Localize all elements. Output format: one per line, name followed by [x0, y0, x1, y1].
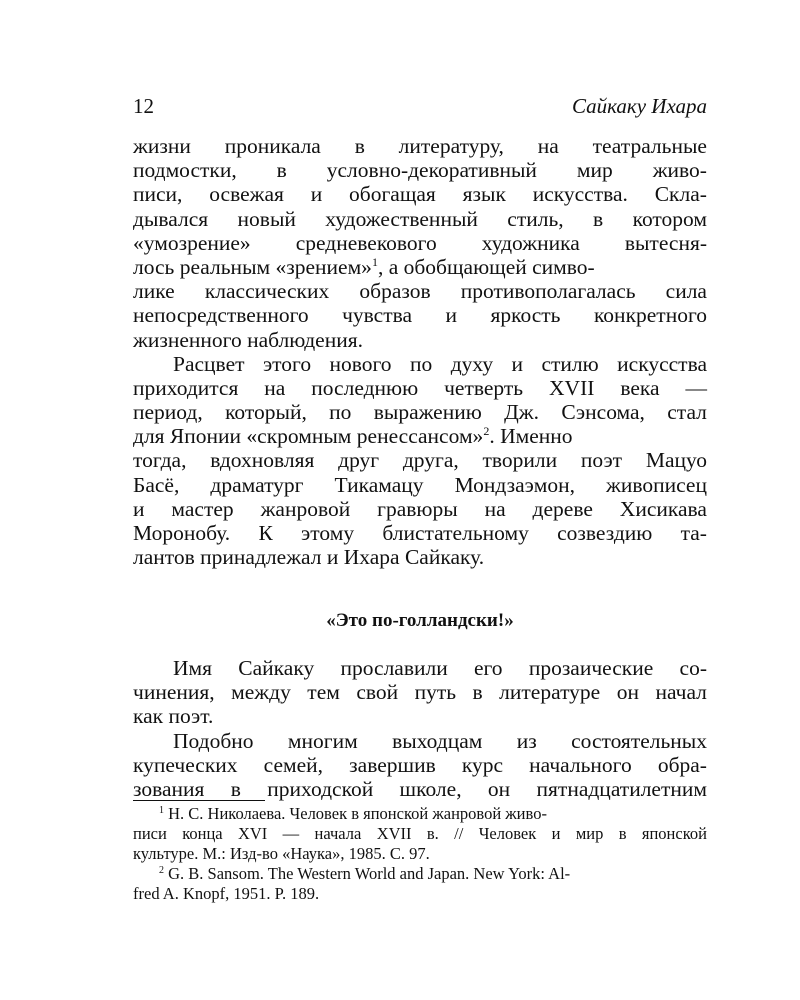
word: на [537, 134, 559, 158]
word: писи, [133, 182, 183, 207]
word: в [276, 158, 287, 183]
footnote-line [133, 804, 707, 824]
word: в. [426, 824, 439, 843]
word: курс [461, 752, 504, 777]
word: мастер [171, 496, 234, 521]
word: период, [133, 400, 203, 425]
word: противополагалась [460, 279, 636, 304]
paragraph-3 [133, 656, 707, 729]
word: стал [667, 400, 707, 425]
word: язык [462, 182, 506, 207]
word: зования [133, 776, 205, 801]
word: конкретного [593, 303, 707, 328]
word: Басё, [133, 472, 180, 497]
word: этого [262, 351, 312, 376]
word: — [282, 824, 300, 843]
text-line [133, 303, 707, 327]
word: Мондзаэмон, [454, 472, 575, 497]
text-line [133, 680, 707, 704]
main-text-top [133, 134, 707, 569]
text-segment: лось реальным «зрением»$^1$, а обобщающей симво- [133, 254, 595, 279]
word: искусства [617, 351, 707, 376]
word: семей, [263, 752, 324, 777]
text-line [133, 352, 707, 376]
word: XVII [549, 375, 595, 400]
word: блистательному [382, 521, 529, 545]
word: проникала [224, 134, 321, 158]
text-segment: $^2$ G. B. Sansom. The Western World and Japan. New York: Al- [159, 864, 571, 883]
word: новый [237, 206, 296, 231]
word: по [329, 400, 352, 425]
word: он [616, 680, 639, 705]
word: стиль, [507, 206, 564, 231]
paragraph-2 [133, 352, 707, 570]
word: духу [450, 351, 494, 376]
word: котором [632, 206, 707, 231]
word: условно-декоративный [326, 158, 537, 183]
word: и [551, 824, 561, 843]
word: свой [356, 680, 399, 705]
word: в [472, 680, 483, 705]
word: и [133, 496, 145, 521]
word: XVII [376, 824, 412, 843]
footnote-rule [133, 800, 265, 801]
word: на [484, 496, 506, 521]
word: со- [679, 656, 707, 680]
word: стилю [541, 351, 599, 376]
word: купеческих [133, 752, 238, 777]
word: подмостки, [133, 158, 237, 183]
word: гравюры [377, 496, 458, 521]
word: тогда, [133, 448, 187, 473]
footnote-marker: 2 [159, 865, 164, 876]
word: и [445, 303, 458, 328]
text-line: как поэт. [133, 704, 214, 729]
word: последнюю [311, 375, 419, 400]
text-line [133, 424, 707, 448]
footnote-line: fred A. Knopf, 1951. P. 189. [133, 884, 320, 903]
word: между [231, 680, 291, 705]
word: чинения, [133, 680, 215, 705]
word: Подобно [173, 728, 254, 753]
word: яркость [490, 303, 561, 328]
word: путь [414, 680, 457, 705]
word: образов [359, 279, 431, 304]
word: из [516, 728, 537, 753]
text-line: жизненного наблюдения. [133, 327, 363, 352]
word: завершив [349, 752, 436, 777]
text-line [133, 497, 707, 521]
text-line [133, 521, 707, 545]
word: и [310, 182, 323, 207]
word: искусства. [532, 182, 628, 207]
word: Сэнсома, [561, 400, 645, 425]
text-line [133, 729, 707, 753]
word: вдохновляя [210, 448, 315, 473]
word: друг [338, 448, 380, 473]
footnote-1 [133, 804, 707, 864]
word: конца [182, 824, 223, 843]
word: Мацуо [645, 448, 707, 473]
footnote-line [133, 864, 707, 884]
word: мир [576, 158, 613, 183]
word: начала [314, 824, 362, 843]
running-title: Сайкаку Ихара [571, 94, 707, 118]
word: пятнадцатилетним [536, 776, 707, 801]
word: мир [575, 824, 604, 843]
word: в [593, 206, 604, 231]
word: К [258, 521, 273, 545]
word: художника [481, 230, 580, 255]
text-line [133, 158, 707, 182]
word: тем [307, 680, 340, 705]
word: жанровой [260, 496, 351, 521]
text-line [133, 182, 707, 206]
word: нового [329, 351, 392, 376]
word: поэт [580, 448, 623, 473]
text-segment: $^1$ Н. С. Николаева. Человек в японской жанровой живо- [159, 804, 547, 823]
word: и [511, 351, 524, 376]
word: в [618, 824, 627, 843]
word: средневекового [295, 230, 437, 255]
word: друга, [402, 448, 459, 473]
word: четверть [444, 375, 524, 400]
word: та- [680, 521, 707, 545]
word: литературе [499, 680, 601, 705]
paragraph-1 [133, 134, 707, 352]
word: обогащая [349, 182, 436, 207]
page-number: 12 [133, 94, 154, 118]
word: его [473, 656, 503, 680]
word: Скла- [654, 182, 707, 207]
word: века [620, 375, 660, 400]
text-line [133, 400, 707, 424]
word: творили [482, 448, 558, 473]
footnote-ref-1: 1 [371, 254, 378, 269]
word: японской [641, 824, 707, 843]
word: лике [133, 279, 175, 304]
word: приходится [133, 375, 239, 400]
word: писи [133, 824, 167, 843]
word: Моронобу. [133, 521, 231, 545]
word: прозаические [528, 656, 654, 680]
footnote-2 [133, 864, 707, 904]
main-text-bottom [133, 656, 707, 801]
text-line [133, 448, 707, 472]
word: Дж. [504, 400, 540, 425]
word: прославили [340, 656, 448, 680]
section-heading: «Это по-голландски!» [326, 610, 514, 631]
text-line [133, 255, 707, 279]
word: школе, [399, 776, 462, 801]
word: «умозрение» [133, 230, 251, 255]
word: в [230, 776, 241, 801]
word: освежая [209, 182, 284, 207]
word: живо- [652, 158, 707, 183]
word: // [454, 824, 464, 843]
word: Расцвет [173, 351, 245, 376]
word: непосредственного [133, 303, 309, 328]
footnotes [133, 804, 707, 904]
word: жизни [133, 134, 191, 158]
word: который, [225, 400, 307, 425]
word: XVI [237, 824, 268, 843]
word: живописец [605, 472, 707, 497]
footnote-line [133, 824, 707, 844]
word: театральные [592, 134, 707, 158]
word: классических [204, 279, 330, 304]
word: драматург [210, 472, 304, 497]
word: Человек [478, 824, 537, 843]
word: выходцам [392, 728, 483, 753]
word: литературу, [398, 134, 504, 158]
text-segment: для Японии «скромным ренессансом»$^2$. Именно [133, 424, 573, 449]
word: Сайкаку [238, 656, 315, 680]
footnote-marker: 1 [159, 805, 164, 816]
text-line [133, 207, 707, 231]
word: многим [287, 728, 358, 753]
word: вытесня- [624, 230, 707, 255]
word: в [354, 134, 365, 158]
text-line [133, 279, 707, 303]
text-line [133, 473, 707, 497]
word: созвездию [557, 521, 653, 545]
word: этому [301, 521, 355, 545]
word: Тикамацу [334, 472, 424, 497]
word: начал [655, 680, 707, 705]
footnote-ref-2: 2 [483, 424, 490, 439]
text-line [133, 376, 707, 400]
word: состоятельных [571, 728, 707, 753]
word: — [685, 375, 707, 400]
paragraph-4 [133, 729, 707, 802]
text-line [133, 656, 707, 680]
word: дывался [133, 206, 209, 231]
word: по [410, 351, 433, 376]
word: на [264, 375, 286, 400]
word: он [487, 776, 511, 801]
word: начального [529, 752, 632, 777]
text-line [133, 753, 707, 777]
word: дереве [532, 496, 593, 521]
word: чувства [342, 303, 413, 328]
footnote-line: культуре. М.: Изд-во «Наука», 1985. С. 97. [133, 844, 430, 863]
text-line [133, 134, 707, 158]
word: сила [665, 279, 707, 304]
text-line [133, 777, 707, 801]
word: обра- [657, 752, 707, 777]
text-line [133, 231, 707, 255]
word: Хисикава [619, 496, 707, 521]
word: художественный [325, 206, 478, 231]
word: выражению [373, 400, 482, 425]
word: приходской [267, 776, 374, 801]
text-line: лантов принадлежал и Ихара Сайкаку. [133, 545, 485, 570]
word: Имя [173, 656, 213, 680]
